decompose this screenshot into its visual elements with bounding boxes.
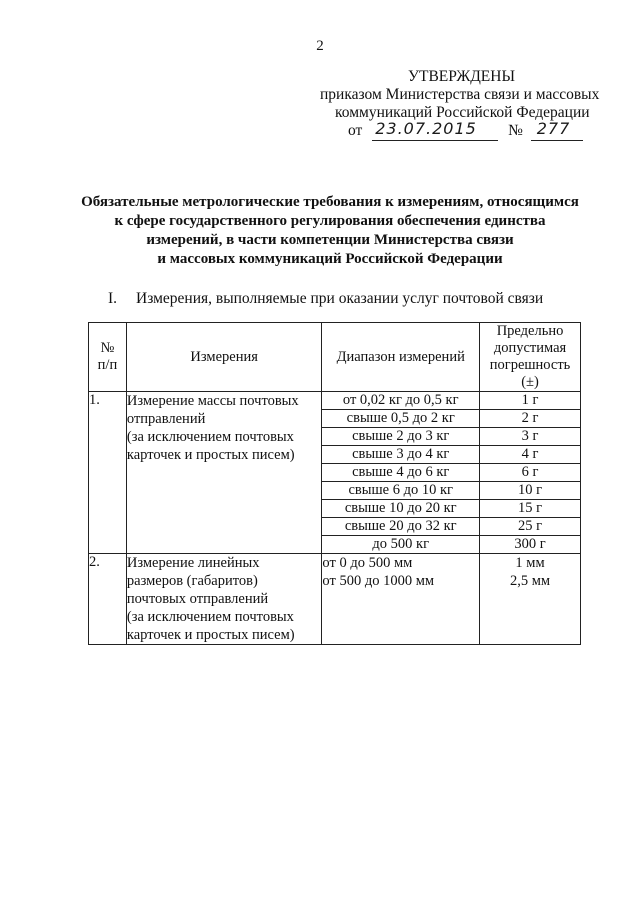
- document-title: [60, 193, 600, 269]
- error-cell: 6 г: [480, 464, 581, 482]
- range-cell: свыше 20 до 32 кг: [322, 518, 480, 536]
- row-1-measurement: Измерение массы почтовых отправлений (за исключением почтовых карточек и простых писем): [126, 392, 322, 554]
- number-label: №: [508, 122, 523, 139]
- error-cell: 2 г: [480, 410, 581, 428]
- measurements-table: [88, 322, 581, 645]
- range-cell: свыше 2 до 3 кг: [322, 428, 480, 446]
- error-cell: 3 г: [480, 428, 581, 446]
- row-1-num: 1.: [89, 392, 127, 554]
- row-2-measurement: Измерение линейных размеров (габаритов) почтовых отправлений (за исключением почтовых карточек и простых писем): [126, 554, 322, 645]
- error-cell: 4 г: [480, 446, 581, 464]
- range-cell: свыше 6 до 10 кг: [322, 482, 480, 500]
- range-cell: свыше 10 до 20 кг: [322, 500, 480, 518]
- range-cell: до 500 кг: [322, 536, 480, 554]
- range-cell: свыше 0,5 до 2 кг: [322, 410, 480, 428]
- handwritten-date: 23.07.2015: [375, 119, 477, 138]
- approval-line-1: приказом Министерства связи и массовых: [320, 86, 600, 103]
- handwritten-number: 277: [536, 119, 571, 138]
- date-field: [372, 119, 498, 141]
- section-number: I.: [108, 290, 118, 307]
- error-cell: 15 г: [480, 500, 581, 518]
- table-row: [89, 392, 581, 410]
- header-measurement: Измерения: [126, 323, 322, 392]
- header-num: № п/п: [89, 323, 127, 392]
- error-cell: 1 г: [480, 392, 581, 410]
- title-line-2: к сфере государственного регулирования обеспечения единства: [114, 213, 546, 229]
- error-cell: 300 г: [480, 536, 581, 554]
- number-field: [531, 119, 583, 141]
- approval-line-2: коммуникаций Российской Федерации: [335, 104, 590, 121]
- title-line-4: и массовых коммуникаций Российской Федерации: [157, 251, 503, 267]
- range-cell: от 0,02 кг до 0,5 кг: [322, 392, 480, 410]
- row-2-error: 1 мм 2,5 мм: [480, 554, 581, 645]
- title-line-1: Обязательные метрологические требования к измерениям, относящимся: [81, 194, 579, 210]
- table-header-row: [89, 323, 581, 392]
- header-error: Предельно допустимая погрешность (±): [480, 323, 581, 392]
- row-2-range: от 0 до 500 мм от 500 до 1000 мм: [322, 554, 480, 645]
- table-row: [89, 554, 581, 645]
- range-cell: свыше 3 до 4 кг: [322, 446, 480, 464]
- section-heading: [108, 290, 543, 308]
- header-range: Диапазон измерений: [322, 323, 480, 392]
- error-cell: 10 г: [480, 482, 581, 500]
- section-title: Измерения, выполняемые при оказании услуг почтовой связи: [136, 290, 544, 307]
- title-line-3: измерений, в части компетенции Министерства связи: [146, 232, 514, 248]
- error-cell: 25 г: [480, 518, 581, 536]
- page-number: 2: [316, 38, 324, 54]
- approval-block: [318, 68, 618, 142]
- approval-date-line: [318, 119, 618, 142]
- row-2-num: 2.: [89, 554, 127, 645]
- date-prefix: от: [348, 122, 363, 139]
- range-cell: свыше 4 до 6 кг: [322, 464, 480, 482]
- approval-title: УТВЕРЖДЕНЫ: [408, 68, 515, 85]
